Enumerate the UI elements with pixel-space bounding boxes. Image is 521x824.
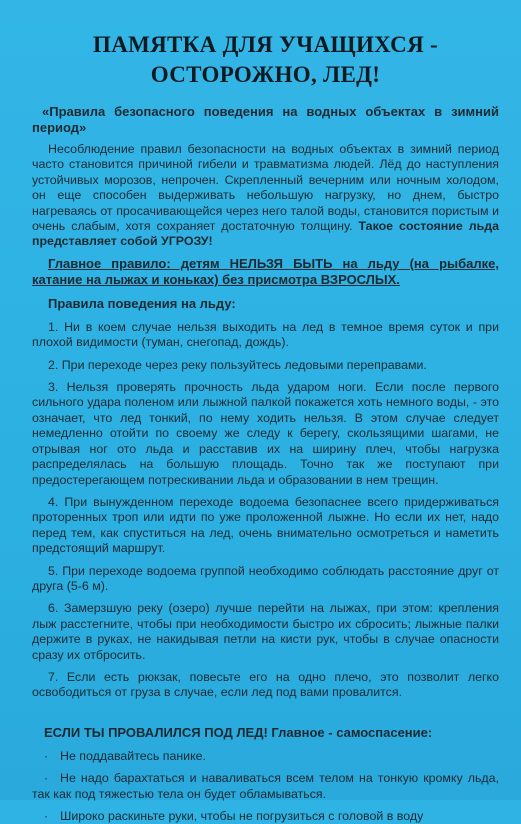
bullet-icon: ·: [44, 809, 49, 823]
main-rule: Главное правило: детям НЕЛЬЗЯ БЫТЬ на льду (на рыбалке, катание на лыжах и коньках) без присмотра ВЗРОСЛЫХ.: [32, 255, 499, 287]
intro-paragraph: [32, 142, 499, 250]
rule-item: 7. Если есть рюкзак, повесьте его на одно плечо, это позволит легко освободиться от груза в случае, если лед под вами провалится.: [32, 669, 499, 700]
rule-item: 2. При переходе через реку пользуйтесь ледовыми переправами.: [48, 357, 427, 372]
intro-text: Несоблюдение правил безопасности на водных объектах в зимний период часто становится причиной гибели и травматизма людей. Лёд до наступления устойчивых морозов, непрочен. Скрепленный вечерним или ночным холодом, он еще способен выдерживать небольшую нагрузку, но днем, быстро нагреваясь от просачивающейся через него талой воды, становится пористым и очень слабым, хотя сохраняет достаточную толщину.: [32, 142, 499, 234]
tip-item: [32, 749, 499, 764]
intro-warning: Такое состояние льда представляет собой УГРОЗУ!: [32, 219, 499, 249]
tip-item: [32, 771, 499, 802]
rule-item: 3. Нельзя проверять прочность льда ударом ноги. Если после первого сильного удара поленом или лыжной палкой покажется хоть немного воды, - это означает, что лед тонкий, по нему ходить нельзя. В этом случае следует немедленно отойти по своему же следу к берегу, скользящими шагами, не отрывая ног ото льда и расставив их на ширину плеч, чтобы нагрузка распределялась на большую площадь. Точно так же поступают при предостерегающем потрескивании льда и образовании в нем трещин.: [32, 380, 499, 487]
page-title: [32, 30, 499, 90]
fall-through-heading: ЕСЛИ ТЫ ПРОВАЛИЛСЯ ПОД ЛЕД! Главное - самоспасение:: [44, 724, 433, 740]
tip-text: Не надо барахтаться и наваливаться всем телом на тонкую кромку льда, так как под тяжестью тела он будет обламываться.: [32, 771, 499, 801]
rule-item: 4. При вынужденном переходе водоема безопаснее всего придерживаться проторенных троп или идти по уже проложенной лыжне. Но если их нет, надо перед тем, как спуститься на лед, очень внимательно осмотреться и наметить предстоящий маршрут.: [32, 494, 499, 556]
tip-text: Не поддавайтесь панике.: [60, 748, 206, 763]
bullet-icon: ·: [44, 771, 49, 786]
rules-heading: Правила поведения на льду:: [48, 295, 236, 311]
title-line-1: ПАМЯТКА ДЛЯ УЧАЩИХСЯ -: [93, 32, 438, 57]
bullet-icon: ·: [44, 748, 49, 763]
title-line-2: ОСТОРОЖНО, ЛЕД!: [150, 62, 381, 87]
tip-text: Широко раскиньте руки, чтобы не погрузиться с головой в воду: [60, 809, 424, 823]
subtitle: «Правила безопасного поведения на водных объектах в зимний период»: [32, 104, 499, 135]
rule-item: 1. Ни в коем случае нельзя выходить на лед в темное время суток и при плохой видимости (туман, снегопад, дождь).: [32, 319, 499, 350]
tip-item: [32, 809, 499, 824]
rule-item: 6. Замерзшую реку (озеро) лучше перейти на лыжах, при этом: крепления лыж расстегните, чтобы при необходимости быстро их сбросить; лыжные палки держите в руках, не накидывая петли на кисти рук, чтобы в случае опасности сразу их отбросить.: [32, 601, 499, 662]
rule-item: 5. При переходе водоема группой необходимо соблюдать расстояние друг от друга (5-6 м).: [32, 563, 499, 593]
